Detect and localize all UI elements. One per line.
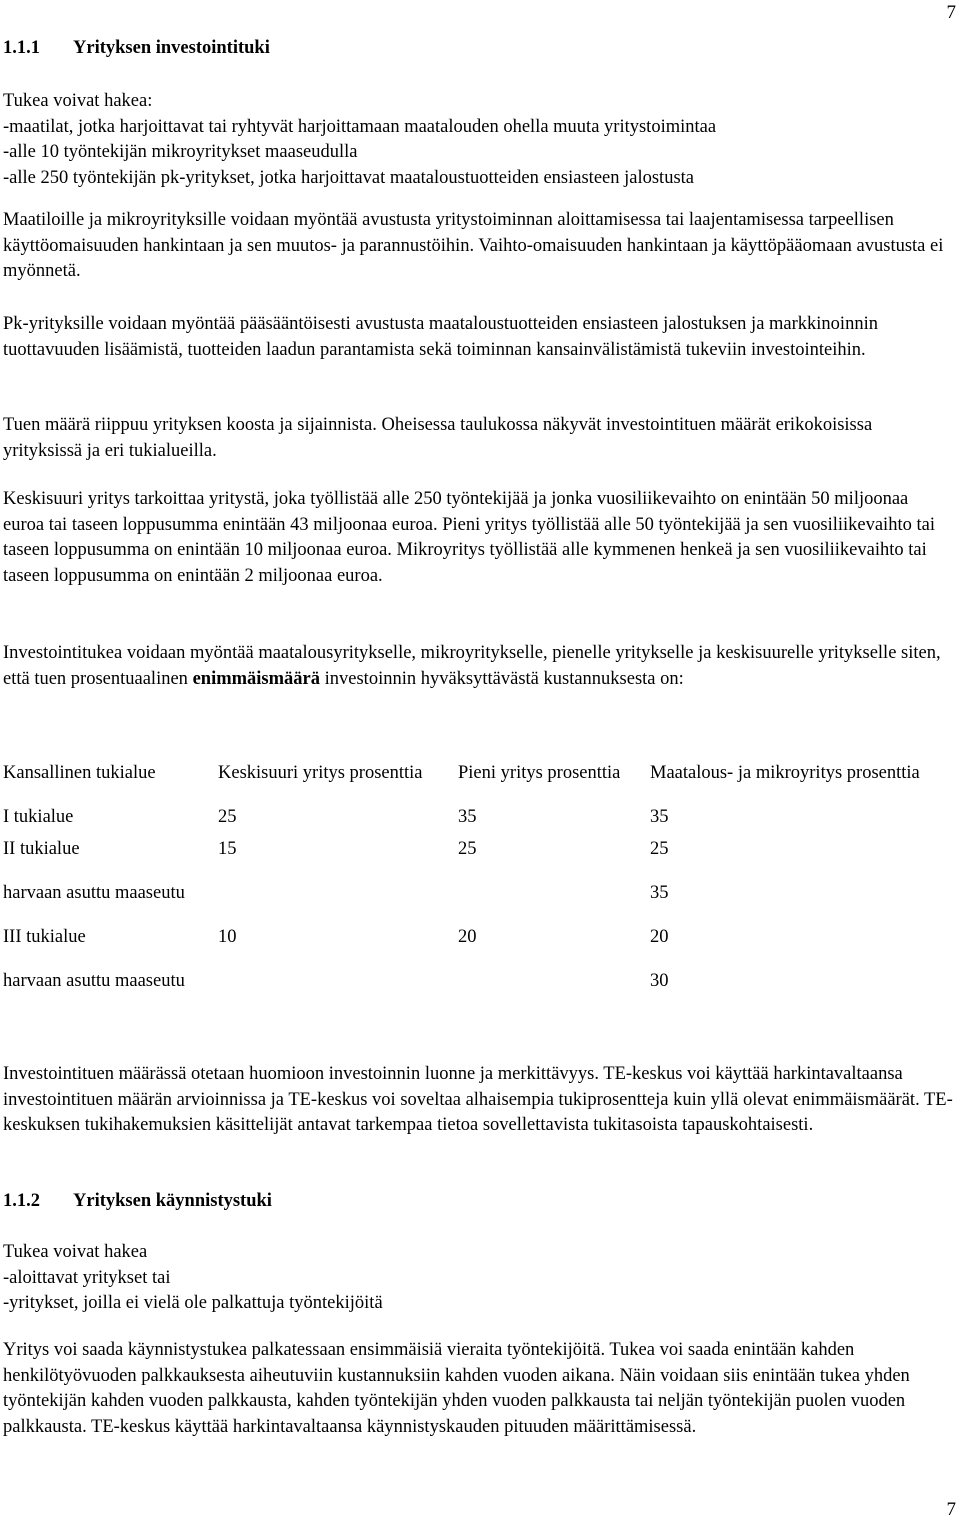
section-title: Yrityksen käynnistystuki: [73, 1191, 272, 1211]
table-cell: [458, 866, 650, 922]
table-header-row: [3, 745, 950, 802]
section-title: Yrityksen investointituki: [73, 38, 270, 58]
section-number: 1.1.2: [3, 1191, 40, 1211]
table-row: [3, 866, 950, 922]
table-row: [3, 922, 950, 954]
page-number-bottom: 7: [946, 1499, 956, 1520]
paragraph-harkinta: Investointituen määrässä otetaan huomioon investoinnin luonne ja merkittävyys. TE-keskus voi käyttää harkintavaltaansa investointituen määrän arvioinnissa ja TE-keskus voi soveltaa alhaisempia tukiprosentteja kuin yllä olevat enimmäismäärät. TE-keskuksen tukihakemuksien käsittelijät antavat tarkempaa tietoa sovellettavista tukitasoista tapauskohtaisesti.: [3, 1064, 953, 1135]
table-header: Keskisuuri yritys prosenttia: [218, 762, 423, 783]
table-cell: III tukialue: [3, 927, 86, 948]
table-cell: [458, 954, 650, 1010]
paragraph-enimmaismaara: Investointitukea voidaan myöntää maatalousyritykselle, mikroyritykselle, pienelle yritykselle ja keskisuurelle yritykselle siten, että tuen prosentuaalinen enimmäismäärä investoinnin hyväksyttävästä kustannuksesta on:: [3, 643, 941, 689]
table-cell: 35: [458, 807, 477, 828]
paragraph-pk-yritykset: Pk-yrityksille voidaan myöntää pääsääntöisesti avustusta maataloustuotteiden ensiasteen jalostuksen ja markkinoinnin tuottavuuden lisäämistä, tuotteiden laadun parantamista sekä toiminnan kansainvälistämistä tukeviin investointeihin.: [3, 314, 878, 360]
table-cell: 30: [650, 971, 669, 992]
page-number-top: 7: [946, 2, 956, 23]
table-cell: 25: [650, 839, 669, 860]
table-cell: II tukialue: [3, 839, 80, 860]
table-cell: 35: [650, 807, 669, 828]
table-cell: 25: [218, 807, 237, 828]
table-header: Maatalous- ja mikroyritys prosenttia: [650, 762, 920, 783]
applicant-item: -alle 250 työntekijän pk-yritykset, jotka harjoittavat maataloustuotteiden ensiasteen jalostusta: [3, 167, 694, 188]
section-heading-kaynnistystuki: [3, 1189, 272, 1215]
tukiprosentti-table: [3, 745, 950, 1010]
section-number: 1.1.1: [3, 38, 40, 58]
paragraph-kaynnistystuki: Yritys voi saada käynnistystukea palkatessaan ensimmäisiä vieraita työntekijöitä. Tukea voi saada enintään kahden henkilötyövuoden palkkauksesta aiheutuviin kustannuksiin kahden vuoden aikana. Näin voidaan siis enintään tukea yhden työntekijän kahden vuoden palkkausta, kahden työntekijän yhden vuoden palkkausta tai neljän työntekijän puolen vuoden palkkausta. TE-keskus käyttää harkintavaltaansa käynnistyskauden pituuden määrittämisessä.: [3, 1340, 910, 1437]
applicant-item: -alle 10 työntekijän mikroyritykset maaseudulla: [3, 142, 358, 162]
applicants-intro: Tukea voivat hakea: [3, 1242, 148, 1262]
table-cell: 35: [650, 883, 669, 904]
table-cell: harvaan asuttu maaseutu: [3, 971, 185, 992]
table-row: [3, 834, 950, 866]
applicant-item: -yritykset, joilla ei vielä ole palkattuja työntekijöitä: [3, 1293, 383, 1313]
table-cell: 20: [650, 927, 669, 948]
table-header: Pieni yritys prosenttia: [458, 762, 621, 783]
table-cell: 20: [458, 927, 477, 948]
paragraph-maatilat: Maatiloille ja mikroyrityksille voidaan myöntää avustusta yritystoiminnan aloittamisessa tai laajentamisessa tarpeellisen käyttöomaisuuden hankintaan ja sen muutos- ja parannustöihin. Vaihto-omaisuuden hankintaan ja käyttöpääomaan avustusta ei myönnetä.: [3, 210, 944, 281]
table-cell: 15: [218, 839, 237, 860]
table-header: Kansallinen tukialue: [3, 762, 156, 783]
applicant-item: -maatilat, jotka harjoittavat tai ryhtyvät harjoittamaan maatalouden ohella muuta yritystoimintaa: [3, 116, 717, 137]
table-cell: [218, 866, 458, 922]
applicants-list-2: [3, 1240, 953, 1317]
paragraph-yrityskoot: Keskisuuri yritys tarkoittaa yritystä, joka työllistää alle 250 työntekijää ja jonka vuosiliikevaihto on enintään 50 miljoonaa euroa tai taseen loppusumma enintään 43 miljoonaa euroa. Pieni yritys työllistää alle 50 työntekijää ja sen vuosiliikevaihto tai taseen loppusumma on enintään 10 miljoonaa euroa. Mikroyritys työllistää alle kymmenen henkeä ja sen vuosiliikevaihto tai taseen loppusumma on enintään 2 miljoonaa euroa.: [3, 489, 935, 586]
table-row: [3, 802, 950, 834]
paragraph-tuen-maara: Tuen määrä riippuu yrityksen koosta ja sijainnista. Oheisessa taulukossa näkyvät investointituen määrät erikokoisissa yrityksissä ja eri tukialueilla.: [3, 415, 873, 461]
table-cell: [218, 954, 458, 1010]
table-cell: 25: [458, 839, 477, 860]
applicants-intro: Tukea voivat hakea:: [3, 91, 153, 111]
applicants-list: [3, 89, 953, 191]
table-cell: I tukialue: [3, 807, 74, 828]
applicant-item: -aloittavat yritykset tai: [3, 1267, 171, 1288]
table-cell: 10: [218, 927, 237, 948]
section-heading-investointituki: [3, 36, 270, 62]
table-row: [3, 954, 950, 1010]
table-cell: harvaan asuttu maaseutu: [3, 883, 185, 904]
bold-term: enimmäismäärä: [192, 668, 320, 689]
